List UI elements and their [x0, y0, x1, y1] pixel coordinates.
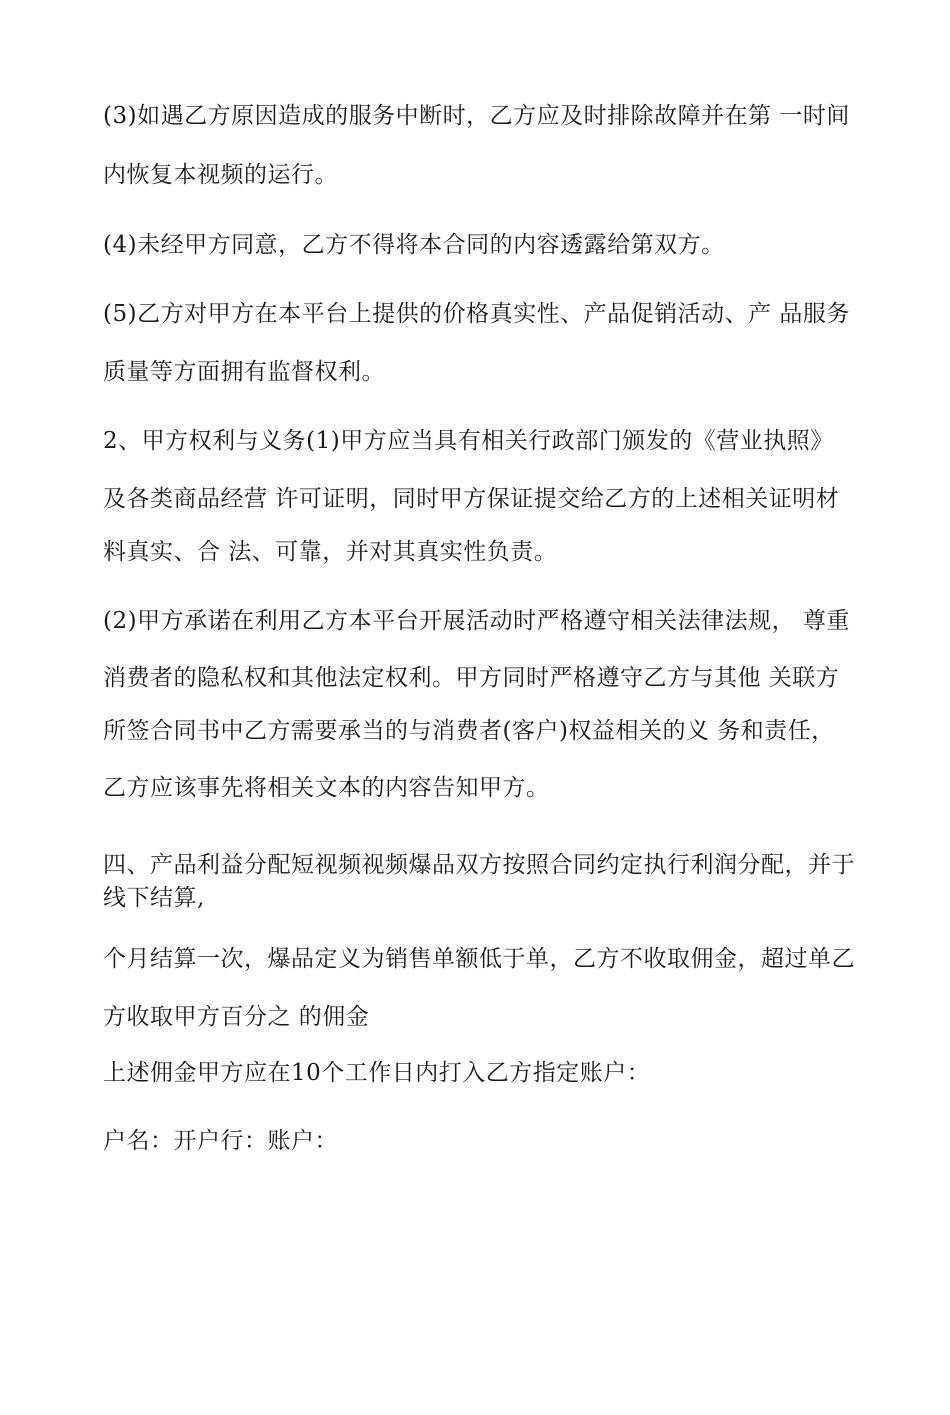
- text-line: 2、甲方权利与义务(1)甲方应当具有相关行政部门颁发的《营业执照》: [103, 428, 834, 454]
- text-line: (2)甲方承诺在利用乙方本平台开展活动时严格遵守相关法律法规， 尊重: [103, 608, 850, 634]
- text-line: 方收取甲方百分之 的佣金: [103, 1004, 370, 1030]
- text-line: 线下结算,: [103, 885, 205, 911]
- text-line: 料真实、合 法、可靠，并对其真实性负责。: [103, 539, 558, 565]
- text-line: (4)未经甲方同意，乙方不得将本合同的内容透露给第双方。: [103, 232, 725, 258]
- text-line: 消费者的隐私权和其他法定权利。甲方同时严格遵守乙方与其他 关联方: [103, 665, 840, 691]
- text-line: 四、产品利益分配短视频视频爆品双方按照合同约定执行利润分配，并于: [103, 852, 855, 878]
- text-line: 所签合同书中乙方需要承当的与消费者(客户)权益相关的义 务和责任，: [103, 718, 835, 744]
- text-line: (3)如遇乙方原因造成的服务中断时，乙方应及时排除故障并在第 一时间: [103, 103, 850, 129]
- text-line: (5)乙方对甲方在本平台上提供的价格真实性、产品促销活动、产 品服务: [103, 301, 850, 327]
- text-line: 及各类商品经营 许可证明，同时甲方保证提交给乙方的上述相关证明材: [103, 486, 840, 512]
- text-line: 质量等方面拥有监督权利。: [103, 359, 385, 385]
- text-line: 个月结算一次，爆品定义为销售单额低于单，乙方不收取佣金，超过单乙: [103, 946, 855, 972]
- text-line: 内恢复本视频的运行。: [103, 162, 338, 188]
- text-line: 户名：开户行：账户：: [103, 1128, 338, 1154]
- text-line: 乙方应该事先将相关文本的内容告知甲方。: [103, 775, 550, 801]
- text-line: 上述佣金甲方应在10个工作日内打入乙方指定账户：: [103, 1060, 651, 1086]
